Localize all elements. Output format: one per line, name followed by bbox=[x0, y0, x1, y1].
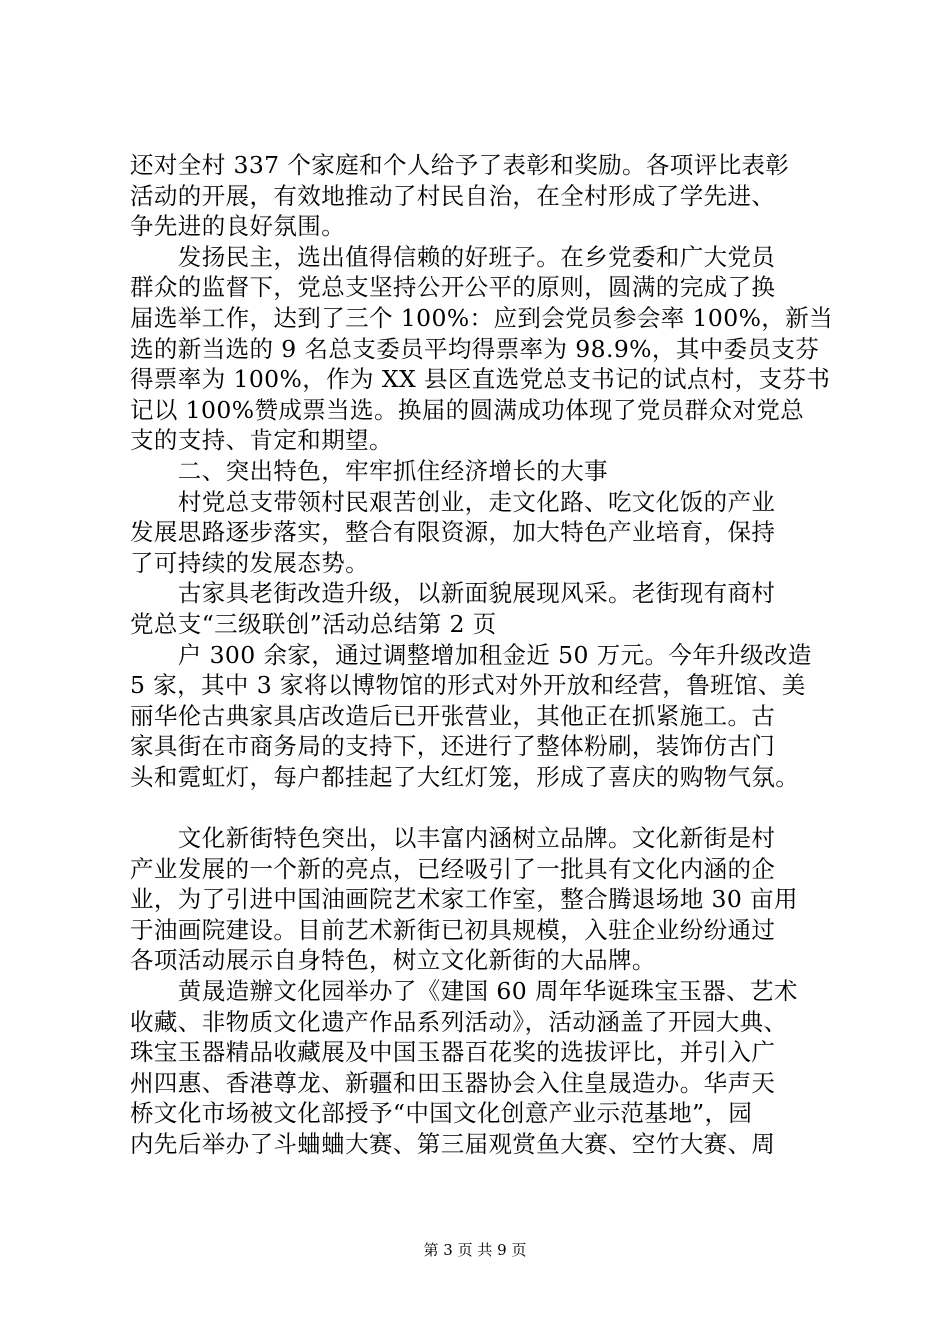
text-line: 丽华伦古典家具店改造后已开张营业，其他正在抓紧施工。古 bbox=[130, 701, 776, 730]
text-line: 届选举工作，达到了三个 100%：应到会党员参会率 100%，新当 bbox=[130, 303, 834, 332]
text-line: 珠宝玉器精品收藏展及中国玉器百花奖的选拔评比，并引入广 bbox=[130, 1038, 776, 1067]
text-line: 文化新街特色突出，以丰富内涵树立品牌。文化新街是村 bbox=[130, 824, 776, 853]
text-line: 头和霓虹灯，每户都挂起了大红灯笼，形成了喜庆的购物气氛。 bbox=[130, 762, 800, 791]
section-heading: 二、突出特色，牢牢抓住经济增长的大事 bbox=[130, 456, 608, 485]
text-line: 选的新当选的 9 名总支委员平均得票率为 98.9%，其中委员支芬 bbox=[130, 334, 820, 363]
text-line: 于油画院建设。目前艺术新街已初具规模，入驻企业纷纷通过 bbox=[130, 915, 776, 944]
text-line: 还对全村 337 个家庭和个人给予了表彰和奖励。各项评比表彰 bbox=[130, 151, 790, 179]
text-line: 群众的监督下，党总支坚持公开公平的原则，圆满的完成了换 bbox=[130, 273, 776, 302]
text-line: 各项活动展示自身特色，树立文化新街的大品牌。 bbox=[130, 946, 656, 975]
text-line: 发展思路逐步落实，整合有限资源，加大特色产业培育，保持 bbox=[130, 518, 776, 547]
text-line: 州四惠、香港尊龙、新疆和田玉器协会入住皇晟造办。华声天 bbox=[130, 1068, 776, 1097]
text-line: 家具街在市商务局的支持下，还进行了整体粉刷，装饰仿古门 bbox=[130, 732, 776, 761]
text-line: 黄晟造辦文化园举办了《建国 60 周年华诞珠宝玉器、艺术 bbox=[130, 977, 798, 1006]
text-line: 支的支持、肯定和期望。 bbox=[130, 426, 393, 455]
text-line: 收藏、非物质文化遗产作品系列活动》，活动涵盖了开园大典、 bbox=[130, 1007, 788, 1036]
text-line: 户 300 余家，通过调整增加租金近 50 万元。今年升级改造 bbox=[130, 640, 812, 669]
text-line: 内先后举办了斗蛐蛐大赛、第三届观赏鱼大赛、空竹大赛、周 bbox=[130, 1130, 776, 1158]
document-body bbox=[130, 150, 834, 1160]
blank-line bbox=[130, 792, 830, 823]
page-footer bbox=[0, 1240, 950, 1260]
text-line: 了可持续的发展态势。 bbox=[130, 548, 369, 577]
text-line: 得票率为 100%，作为 XX 县区直选党总支书记的试点村，支芬书 bbox=[130, 365, 831, 394]
text-line: 记以 100%赞成票当选。换届的圆满成功体现了党员群众对党总 bbox=[130, 395, 805, 424]
text-line: 业，为了引进中国油画院艺术家工作室，整合腾退场地 30 亩用 bbox=[130, 885, 798, 914]
text-line: 古家具老街改造升级，以新面貌展现风采。老街现有商村 bbox=[130, 579, 776, 608]
text-line: 争先进的良好氛围。 bbox=[130, 212, 346, 241]
text-line: 5 家，其中 3 家将以博物馆的形式对外开放和经营，鲁班馆、美 bbox=[130, 671, 806, 700]
text-line: 产业发展的一个新的亮点，已经吸引了一批具有文化内涵的企 bbox=[130, 854, 776, 883]
text-line: 党总支“三级联创”活动总结第 2 页 bbox=[130, 609, 497, 638]
text-line: 活动的开展，有效地推动了村民自治，在全村形成了学先进、 bbox=[130, 181, 776, 210]
page-number-label: 第 3 页 共 9 页 bbox=[423, 1241, 527, 1259]
text-line: 桥文化市场被文化部授予“中国文化创意产业示范基地”，园 bbox=[130, 1099, 753, 1128]
text-line: 村党总支带领村民艰苦创业，走文化路、吃文化饭的产业 bbox=[130, 487, 776, 516]
text-line: 发扬民主，选出值得信赖的好班子。在乡党委和广大党员 bbox=[130, 242, 776, 271]
